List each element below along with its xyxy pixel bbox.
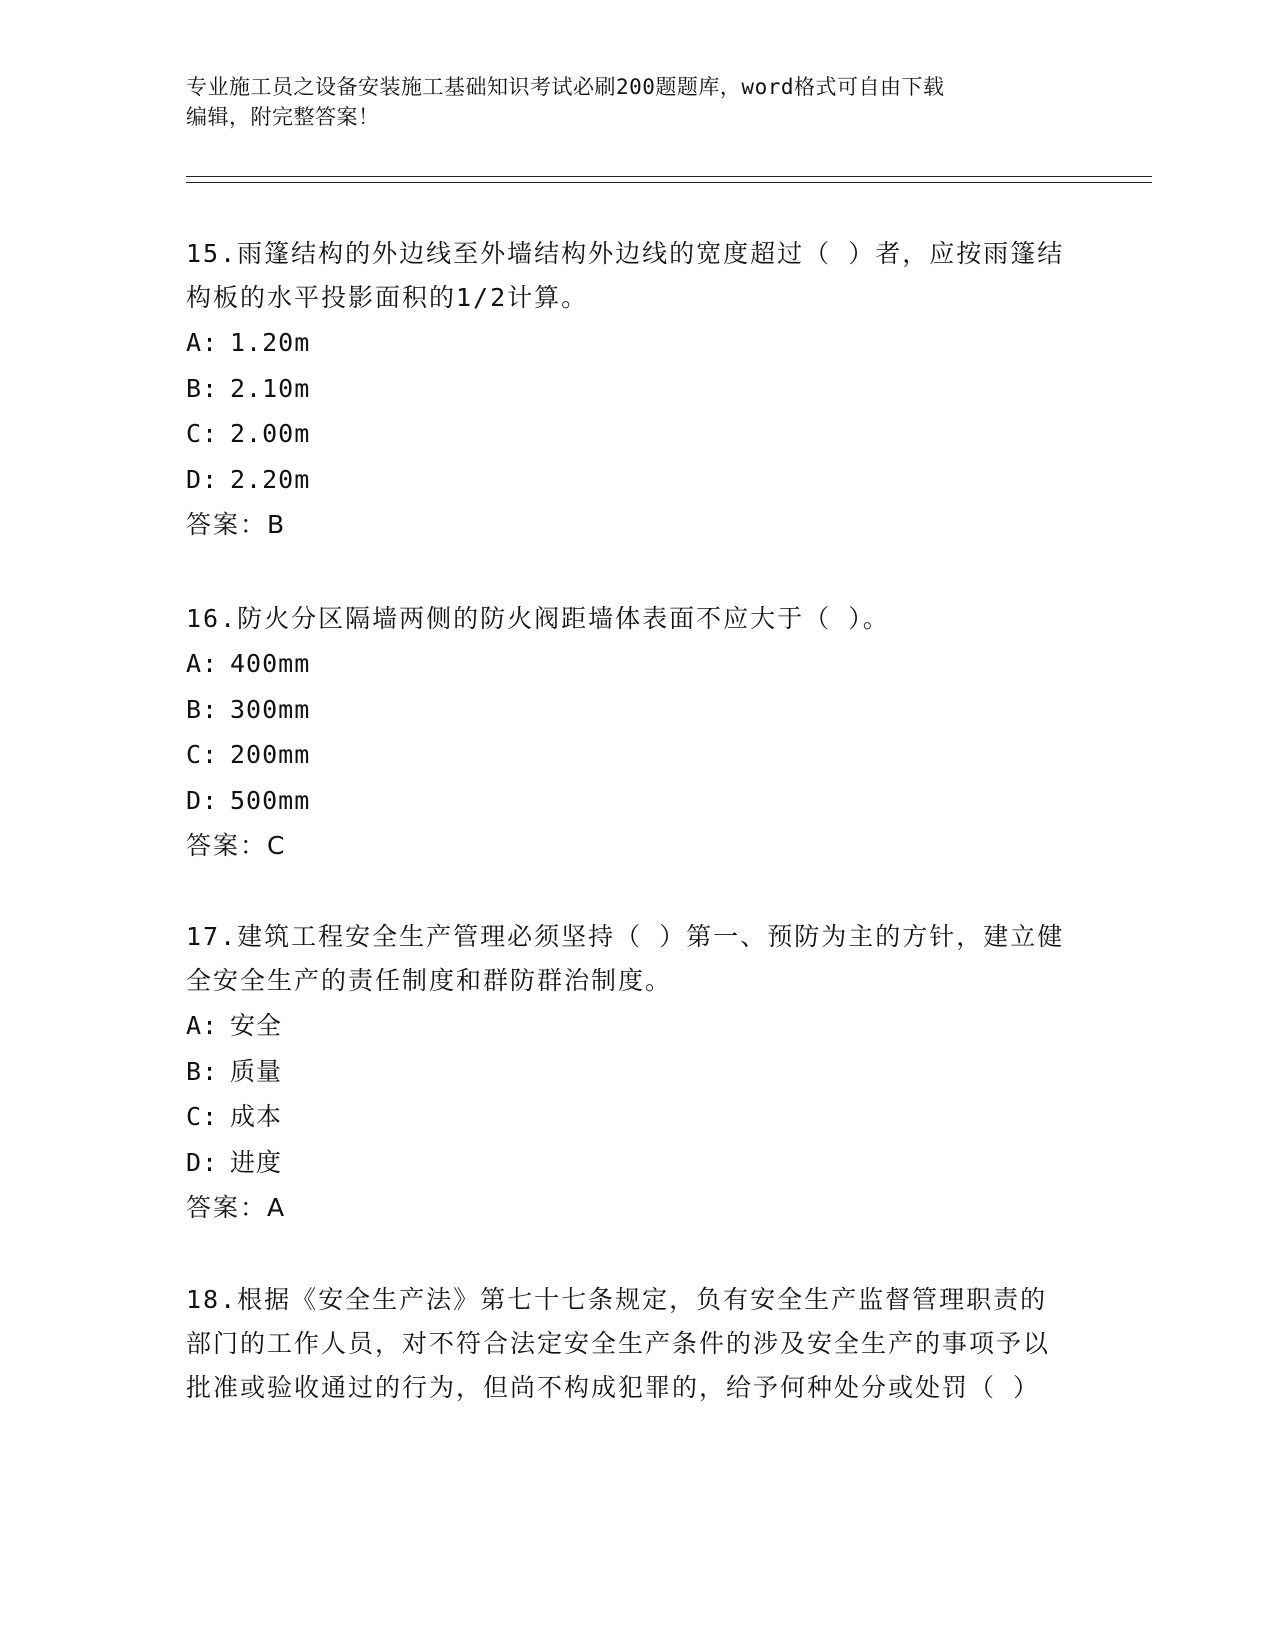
answer-line: 答案：A xyxy=(186,1193,287,1222)
option-label: A: xyxy=(186,328,219,357)
option-value: 400mm xyxy=(230,649,311,678)
option-c xyxy=(186,411,1066,457)
option-label: D: xyxy=(186,785,219,815)
option-label: B: xyxy=(186,1056,219,1086)
option-label: C: xyxy=(186,1102,219,1131)
option-label: B: xyxy=(186,694,219,724)
question-18 xyxy=(186,1278,1066,1410)
option-a xyxy=(186,1003,1066,1049)
option-d xyxy=(186,457,1066,503)
option-label: B: xyxy=(186,373,219,403)
option-value: 300mm xyxy=(230,694,311,724)
option-value: 进度 xyxy=(230,1147,283,1177)
question-text: 15.雨篷结构的外边线至外墙结构外边线的宽度超过（ ）者，应按雨篷结构板的水平投影面积的1/2计算。 xyxy=(186,239,1065,312)
header-divider-top xyxy=(186,176,1152,177)
option-c xyxy=(186,1094,1066,1140)
question-16 xyxy=(186,597,1066,869)
question-text: 17.建筑工程安全生产管理必须坚持（ ）第一、预防为主的方针，建立健全安全生产的责任制度和群防群治制度。 xyxy=(186,922,1065,995)
answer-line: 答案：C xyxy=(186,831,287,860)
option-value: 500mm xyxy=(230,785,311,815)
option-a xyxy=(186,641,1066,687)
option-label: D: xyxy=(186,1147,219,1177)
option-label: D: xyxy=(186,464,219,494)
option-b xyxy=(186,366,1066,412)
option-value: 200mm xyxy=(230,740,311,769)
option-label: A: xyxy=(186,649,219,678)
answer-line: 答案：B xyxy=(186,510,287,539)
question-17 xyxy=(186,915,1066,1231)
header-divider-bottom xyxy=(186,182,1152,183)
option-label: C: xyxy=(186,419,219,448)
option-label: A: xyxy=(186,1011,219,1040)
header-title-line-2: 编辑，附完整答案！ xyxy=(186,105,380,129)
option-value: 质量 xyxy=(230,1056,283,1086)
option-value: 1.20m xyxy=(230,328,311,357)
option-value: 2.00m xyxy=(230,419,311,448)
option-value: 2.20m xyxy=(230,464,311,494)
option-value: 成本 xyxy=(230,1102,283,1131)
option-d xyxy=(186,778,1066,824)
option-label: C: xyxy=(186,740,219,769)
question-text: 18.根据《安全生产法》第七十七条规定，负有安全生产监督管理职责的部门的工作人员，对不符合法定安全生产条件的涉及安全生产的事项予以批准或验收通过的行为，但尚不构成犯罪的，给予何种处分或处罚（ ） xyxy=(186,1285,1051,1402)
option-b xyxy=(186,687,1066,733)
option-value: 安全 xyxy=(230,1011,283,1040)
option-b xyxy=(186,1049,1066,1095)
document-header xyxy=(186,72,1066,132)
option-d xyxy=(186,1140,1066,1186)
option-a xyxy=(186,320,1066,366)
header-title-line-1: 专业施工员之设备安装施工基础知识考试必刷200题题库，word格式可自由下载 xyxy=(186,75,945,99)
option-value: 2.10m xyxy=(230,373,311,403)
question-text: 16.防火分区隔墙两侧的防火阀距墙体表面不应大于（ ）。 xyxy=(186,604,890,633)
question-15 xyxy=(186,232,1066,548)
option-c xyxy=(186,732,1066,778)
